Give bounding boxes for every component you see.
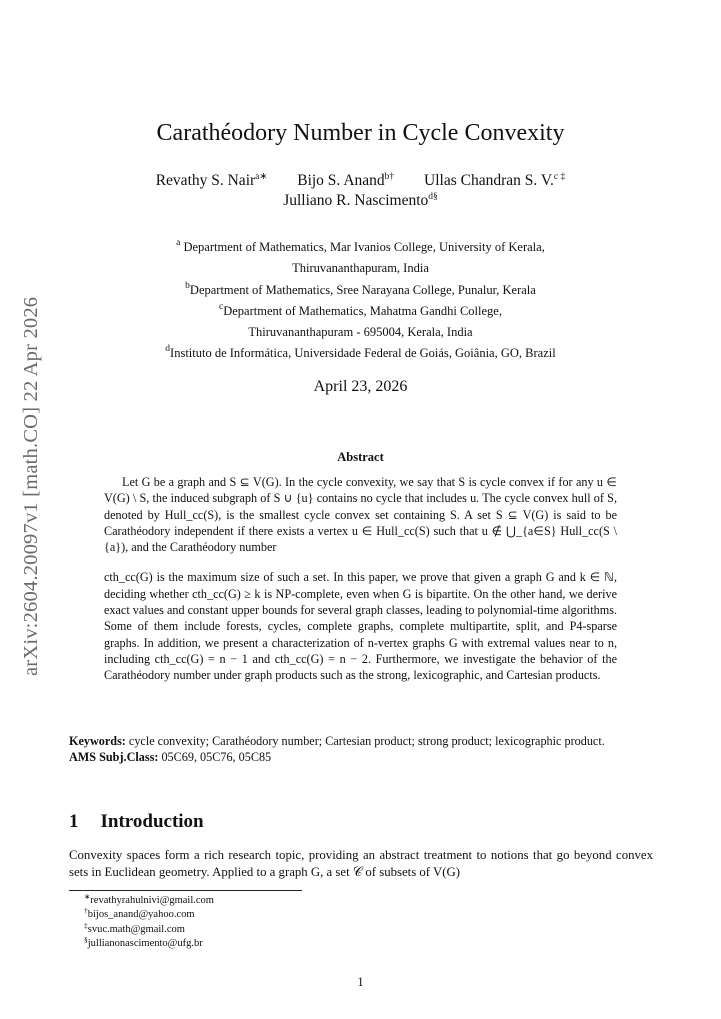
affiliation-cont: Thiruvananthapuram, India	[292, 261, 429, 276]
intro-paragraph: Convexity spaces form a rich research topic, providing an abstract treatment to notions that go beyond convex sets in Euclidean geometry. Applied to a graph G, a set 𝒞 of subsets of V(G)	[69, 848, 653, 879]
affiliation: $^c$Department of Mathematics, Mahatma Gandhi College,	[219, 301, 502, 318]
keywords-label: Keywords:	[69, 734, 126, 748]
abstract-heading: Abstract	[337, 450, 384, 464]
section-number: 1	[69, 811, 79, 832]
author: Ullas Chandran S. V.$^{c \ddagger}$	[424, 172, 566, 189]
section-title: Introduction	[100, 811, 204, 832]
author-list	[0, 171, 721, 211]
affiliation: $^d$Instituto de Informática, Universidade Federal de Goiás, Goiânia, GO, Brazil	[165, 344, 556, 361]
affiliation: $^a$ Department of Mathematics, Mar Ivanios College, University of Kerala,	[176, 238, 545, 254]
abstract-paragraph-2: cth_cc(G) is the maximum size of such a set. In this paper, we prove that given a graph G and k ∈ ℕ, deciding whether cth_cc(G) ≥ k is NP-complete, even when G is bipartite. On the other hand, we derive exact values and constant upper bounds for several graph classes, leading to polynomial-time algorithms. Some of them include forests, cycles, complete graphs, complete multipartite, split, and P4-sparse graphs. In addition, we present a characterization of n-vertex graphs G with extremal values near to n, including cth_cc(G) = n − 1 and cth_cc(G) = n − 2. Furthermore, we investigate the behavior of the Carathéodory number under graph products such as the strong, lexicographic, and Cartesian products.	[104, 570, 617, 683]
affiliation-cont: Thiruvananthapuram - 695004, Kerala, India	[248, 325, 473, 340]
section-heading	[69, 811, 204, 833]
abstract-paragraph-1: Let G be a graph and S ⊆ V(G). In the cycle convexity, we say that S is cycle convex if for any u ∈ V(G) \ S, the induced subgraph of S ∪ {u} contains no cycle that includes u. The cycle convex hull of S, denoted by Hull_cc(S), is the smallest cycle convex set containing S. A set S ⊆ V(G) is said to be Carathéodory independent if there exists a vertex u ∈ Hull_cc(S) such that u ∉ ⋃_{a∈S} Hull_cc(S \ {a}), and the Carathéodory number	[104, 475, 617, 555]
affiliations	[0, 237, 721, 365]
paper-date: April 23, 2026	[313, 378, 408, 395]
footnote: †bijos_anand@yahoo.com	[84, 906, 195, 921]
ams-label: AMS Subj.Class:	[69, 750, 159, 765]
footnote: ‡svuc.math@gmail.com	[84, 920, 185, 935]
ams-codes: 05C69, 05C76, 05C85	[158, 750, 272, 765]
author: Bijo S. Anand$^{b\dagger}$	[297, 172, 395, 189]
footnote-rule	[69, 890, 302, 891]
affiliation: $^b$Department of Mathematics, Sree Narayana College, Punalur, Kerala	[185, 280, 536, 297]
author: Revathy S. Nair$^{a∗}$	[155, 172, 268, 189]
page-number: 1	[357, 975, 364, 989]
arxiv-identifier: arXiv:2604.20097v1 [math.CO] 22 Apr 2026	[20, 296, 42, 676]
abstract-body	[104, 474, 617, 684]
keywords-block	[69, 733, 653, 766]
footnotes	[84, 894, 214, 951]
footnote: ∗revathyrahulnivi@gmail.com	[84, 892, 214, 906]
author: Julliano R. Nascimento$^{d\S}$	[283, 192, 438, 209]
paper-title: Carathéodory Number in Cycle Convexity	[156, 120, 565, 146]
keywords: cycle convexity; Carathéodory number; Cartesian product; strong product; lexicographic product.	[125, 734, 605, 748]
footnote: §jullianonascimento@ufg.br	[84, 934, 203, 949]
